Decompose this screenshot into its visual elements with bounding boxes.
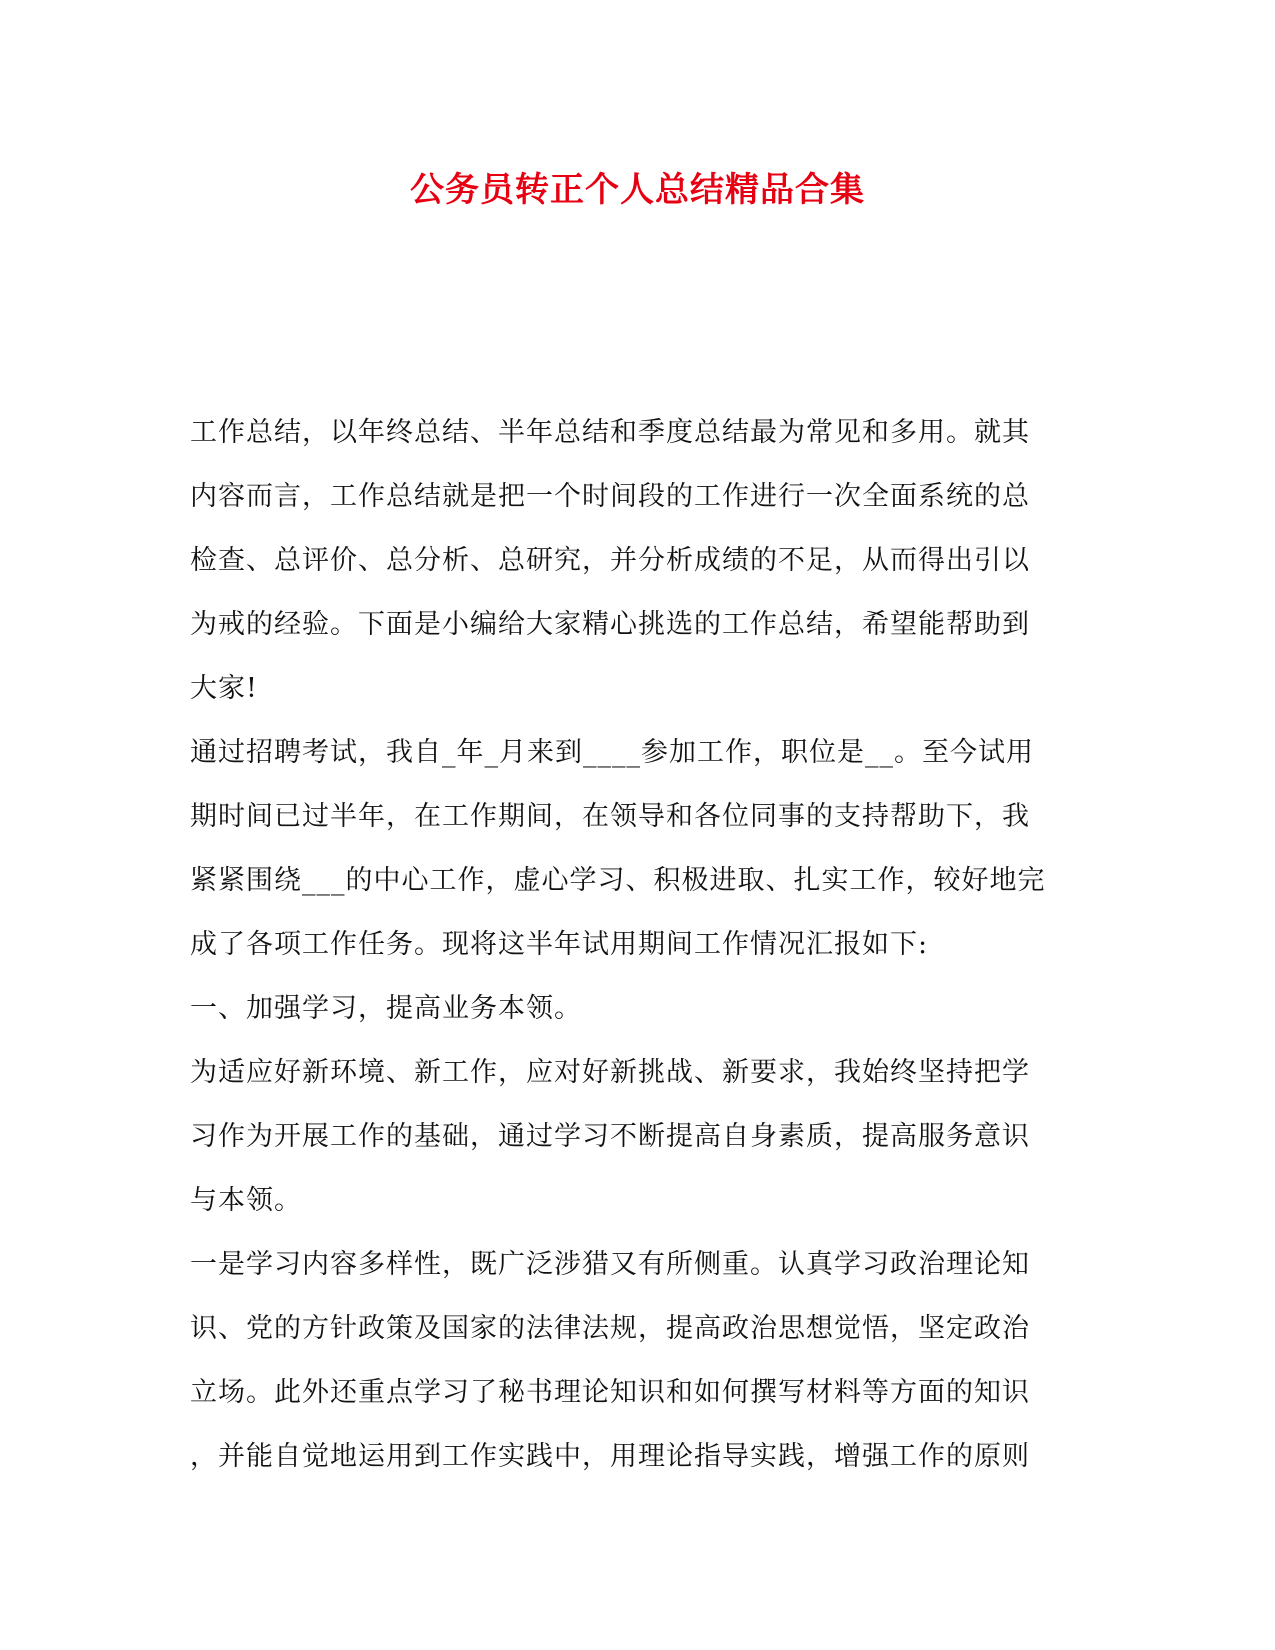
body-line: 识、党的方针政策及国家的法律法规，提高政治思想觉悟，坚定政治: [190, 1313, 1030, 1344]
body-line: 通过招聘考试，我自_年_月来到____参加工作，职位是__。至今试用: [190, 737, 1034, 768]
body-line: 工作总结，以年终总结、半年总结和季度总结最为常见和多用。就其: [190, 417, 1030, 448]
document-body: [190, 410, 1085, 1498]
body-line: 检查、总评价、总分析、总研究，并分析成绩的不足，从而得出引以: [190, 545, 1030, 576]
body-line: 内容而言，工作总结就是把一个时间段的工作进行一次全面系统的总: [190, 481, 1030, 512]
body-line: 为适应好新环境、新工作，应对好新挑战、新要求，我始终坚持把学: [190, 1057, 1030, 1088]
body-line: 习作为开展工作的基础，通过学习不断提高自身素质，提高服务意识: [190, 1121, 1030, 1152]
body-line: 成了各项工作任务。现将这半年试用期间工作情况汇报如下:: [190, 929, 929, 960]
body-line: 紧紧围绕___的中心工作，虚心学习、积极进取、扎实工作，较好地完: [190, 865, 1046, 896]
body-line: 立场。此外还重点学习了秘书理论知识和如何撰写材料等方面的知识: [190, 1377, 1030, 1408]
body-line: 与本领。: [190, 1185, 302, 1216]
body-line: 一、加强学习，提高业务本领。: [190, 993, 582, 1024]
body-line: 大家!: [190, 673, 258, 704]
body-line: ，并能自觉地运用到工作实践中，用理论指导实践，增强工作的原则: [190, 1441, 1030, 1472]
body-line: 一是学习内容多样性，既广泛涉猎又有所侧重。认真学习政治理论知: [190, 1249, 1030, 1280]
body-line: 为戒的经验。下面是小编给大家精心挑选的工作总结，希望能帮助到: [190, 609, 1030, 640]
body-line: 期时间已过半年，在工作期间，在领导和各位同事的支持帮助下，我: [190, 801, 1030, 832]
document-title: 公务员转正个人总结精品合集: [410, 170, 865, 210]
